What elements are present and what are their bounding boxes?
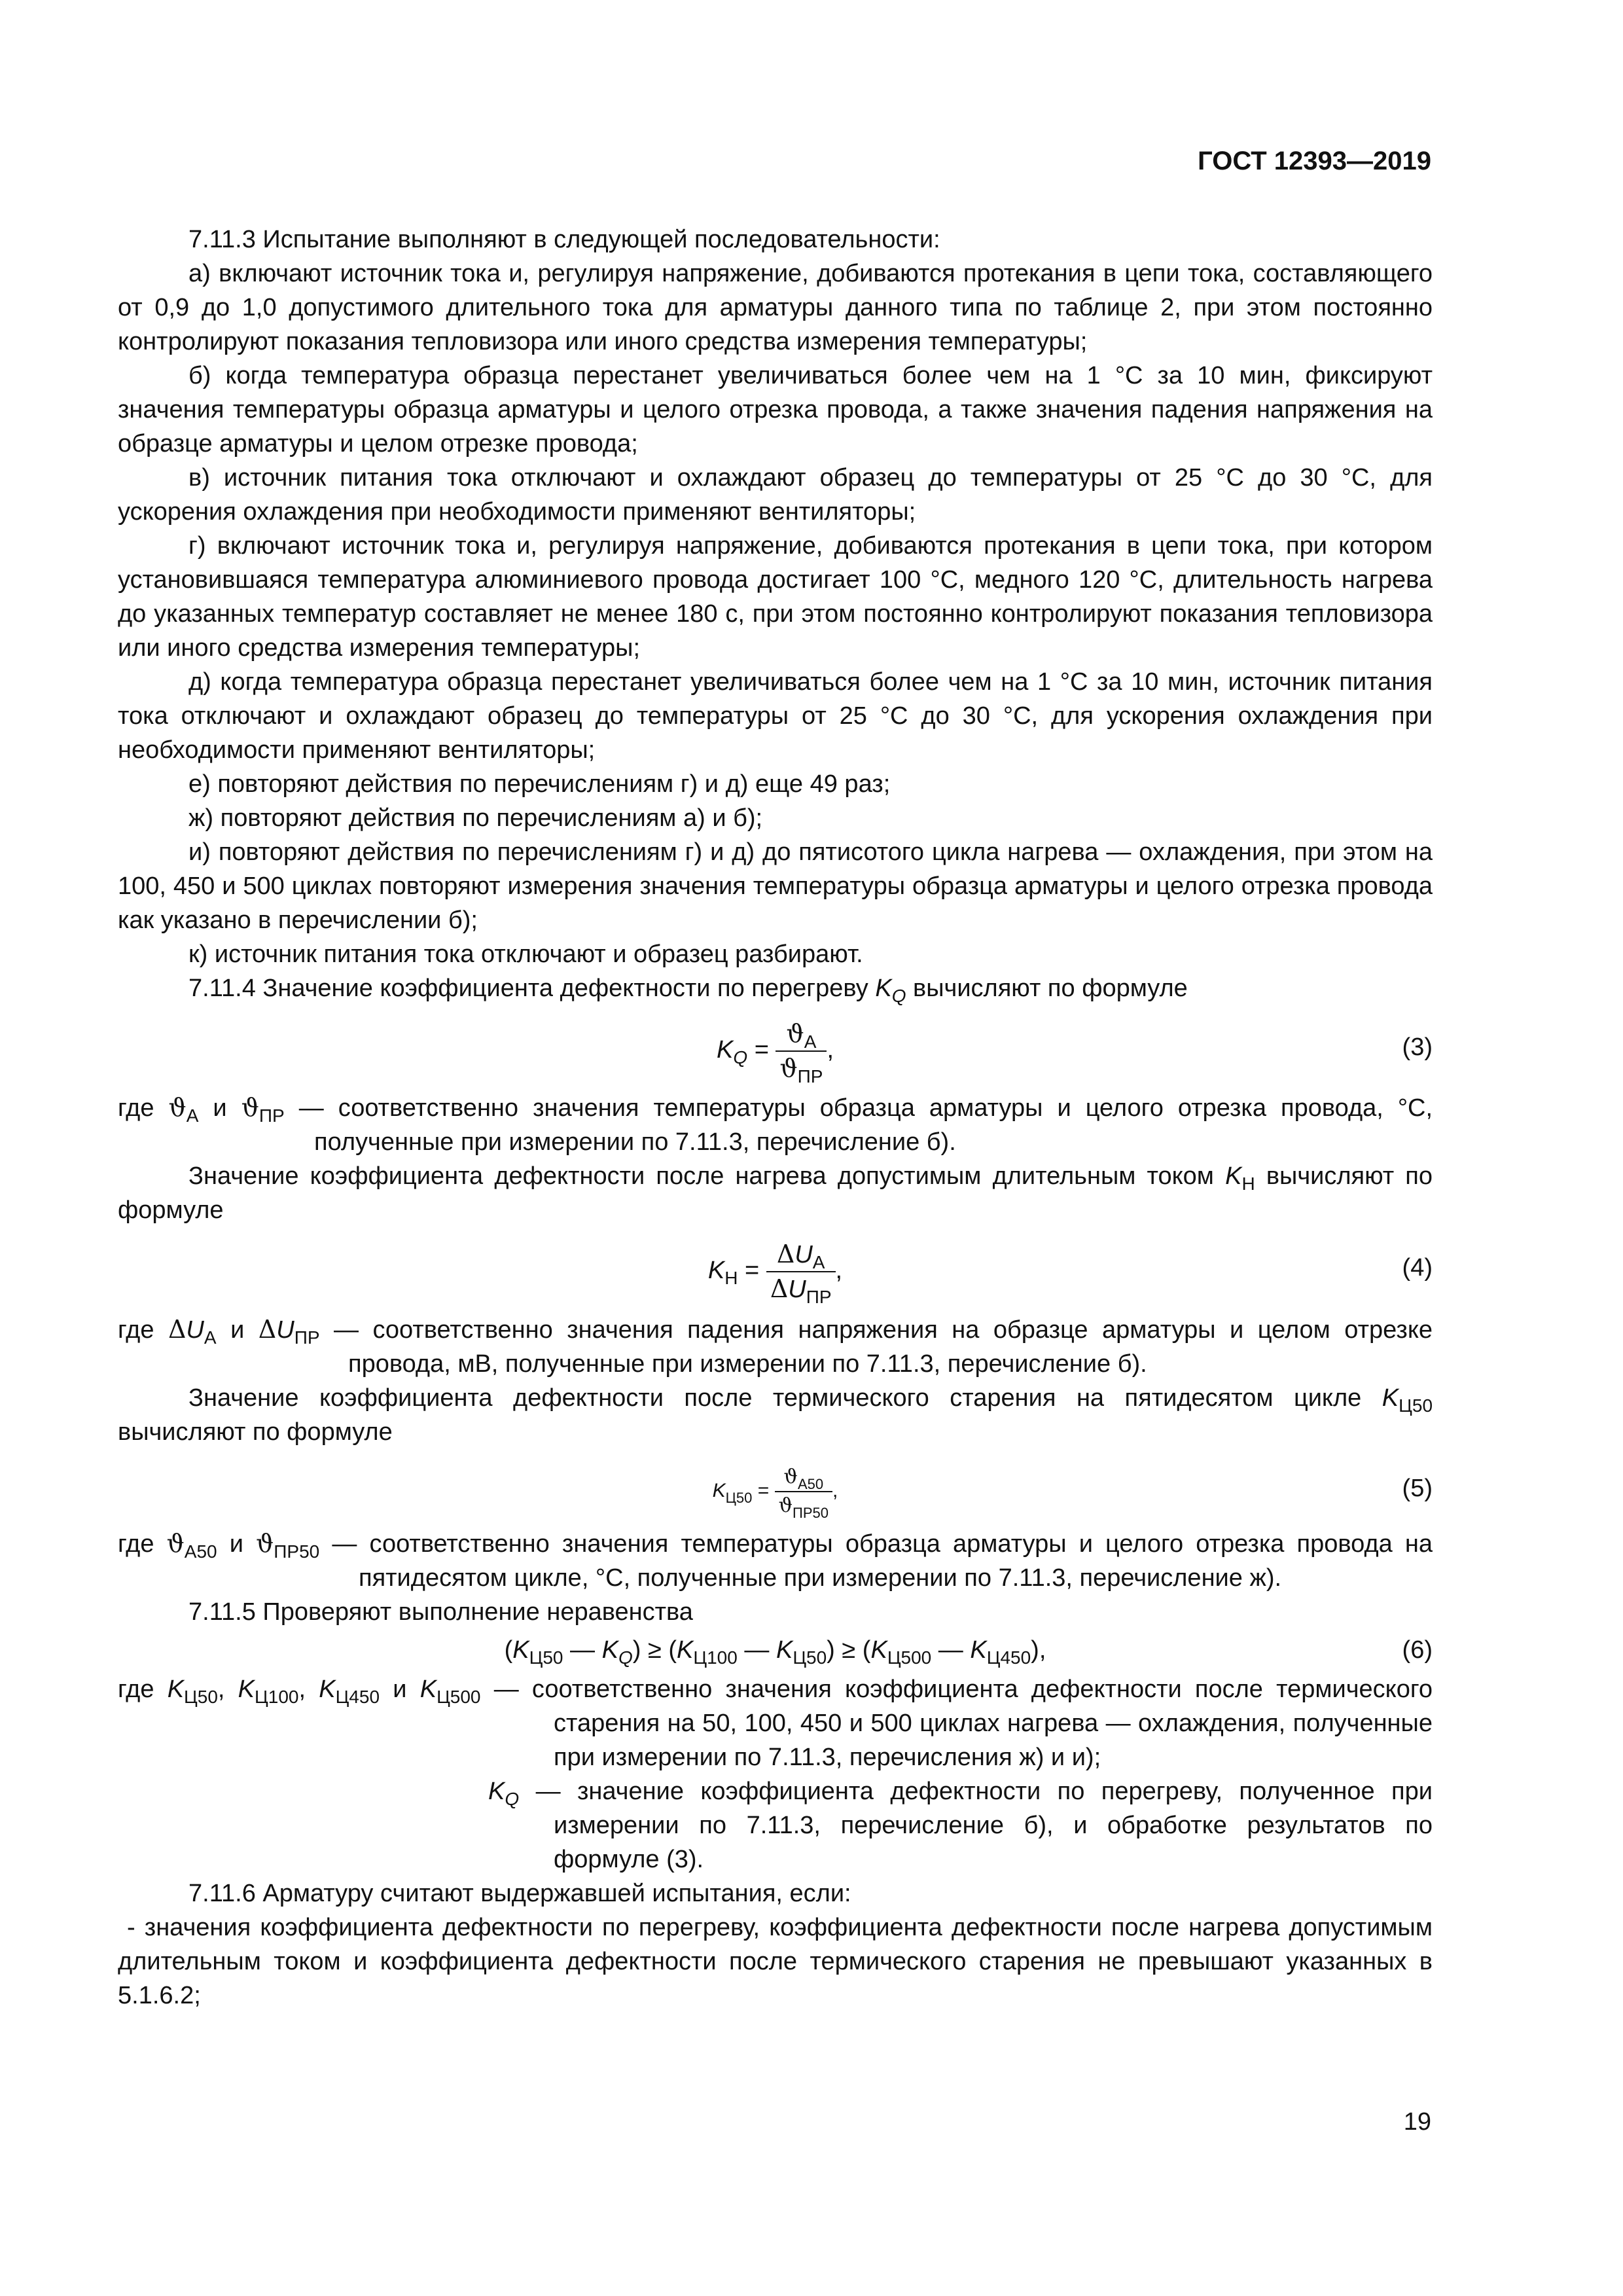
clause-7-11-4: 7.11.4 Значение коэффициента дефектности по перегреву $K_Q$ вычисляют по формуле: [188, 975, 1188, 1006]
list-item-g: г) включают источник тока и, регулируя напряжение, добиваются протекания в цепи тока, при котором установившаяся температура алюминиевого провода достигает 100 °С, медного 120 °С, длительность нагрева до указанных температур составляет не менее 180 с, при этом постоянно контролируют показания тепловизора или иного средства измерения температуры;: [118, 532, 1433, 662]
kn-intro: Значение коэффициента дефектности после нагрева допустимым длительным током $K_Н$ вычисляют по формуле: [118, 1162, 1433, 1224]
where-block-2: где $\Delta U_А$ и $\Delta U_{ПР}$ — соответственно значения падения напряжения на образце арматуры и целом отрезке провода, мВ, полученные при измерении по 7.11.3, перечисление б).: [118, 1315, 1433, 1378]
list-item-e: е) повторяют действия по перечислениям г) и д) еще 49 раз;: [188, 770, 891, 798]
clause-7-11-5: 7.11.5 Проверяют выполнение неравенства: [188, 1598, 693, 1626]
clause-7-11-3: 7.11.3 Испытание выполняют в следующей последовательности:: [188, 226, 940, 253]
equation-number-6: (6): [1402, 1636, 1433, 1664]
list-item-d: д) когда температура образца перестанет увеличиваться более чем на 1 °С за 10 мин, источник питания тока отключают и охлаждают образец до температуры от 25 °С до 30 °С, для ускорения охлаждения при необходимости применяют вентиляторы;: [118, 668, 1433, 764]
formula-5: [118, 1449, 1433, 1526]
formula-3: [118, 1005, 1433, 1090]
list-item-i: и) повторяют действия по перечислениям г) и д) до пятисотого цикла нагрева — охлаждения, при этом на 100, 450 и 500 циклах повторяют измерения значения температуры образца арматуры и целого отрезка провода как указано в перечислении б);: [118, 838, 1433, 934]
standard-header: ГОСТ 12393—2019: [1198, 147, 1431, 175]
list-item-k: к) источник питания тока отключают и образец разбирают.: [188, 941, 863, 968]
list-item-b: б) когда температура образца перестанет увеличиваться более чем на 1 °С за 10 мин, фиксируют значения температуры образца арматуры и целого отрезка провода, а также значения падения напряжения на образце арматуры и целом отрезке провода;: [118, 362, 1433, 457]
where-block-3: где $ϑ_{А50}$ и $ϑ_{ПР50}$ — соответственно значения температуры образца арматуры и целого отрезка провода на пятидесятом цикле, °С, полученные при измерении по 7.11.3, перечисление ж).: [118, 1529, 1433, 1592]
where-block-1: где $ϑ_А$ и $ϑ_{ПР}$ — соответственно значения температуры образца арматуры и целого отрезка провода, °С, полученные при измерении по 7.11.3, перечисление б).: [118, 1093, 1433, 1156]
formula-6: [118, 1629, 1433, 1672]
equation-number-5: (5): [1402, 1475, 1433, 1502]
formula-kn: $K_Н$ = $\frac{\Delta U_А}{\Delta U_{ПР}}$ ,: [707, 1240, 843, 1307]
list-item-v: в) источник питания тока отключают и охлаждают образец до температуры от 25 °С до 30 °С, для ускорения охлаждения при необходимости применяют вентиляторы;: [118, 464, 1433, 526]
formula-kq: $K_Q$ = $\frac{ϑ_А}{ϑ_{ПР}}$ ,: [717, 1019, 834, 1086]
list-item-a: а) включают источник тока и, регулируя напряжение, добиваются протекания в цепи тока, составляющего от 0,9 до 1,0 допустимого длительного тока для арматуры данного типа по таблице 2, при этом постоянно контролируют показания тепловизора или иного средства измерения температуры;: [118, 260, 1433, 355]
equation-number-3: (3): [1402, 1033, 1433, 1061]
body-text: [118, 223, 1433, 2013]
equation-number-4: (4): [1402, 1254, 1433, 1282]
clause-7-11-6: 7.11.6 Арматуру считают выдержавшей испытания, если:: [188, 1880, 851, 1907]
where-block-5: $K_Q$ — значение коэффициента дефектности по перегреву, полученное при измерении по 7.11.3, перечисление б), и обработке результатов по формуле (3).: [488, 1778, 1433, 1873]
formula-kc50: $K_{Ц50}$ = $\frac{ϑ_{А50}}{ϑ_{ПР50}}$ ,: [712, 1465, 838, 1521]
formula-4: [118, 1227, 1433, 1312]
bullet-item-1: - значения коэффициента дефектности по перегреву, коэффициента дефектности после нагрева допустимым длительным током и коэффициента дефектности после термического старения не превышают указанных в 5.1.6.2;: [118, 1914, 1433, 2009]
inequality: ($K_{Ц50}$ — $K_Q) \ge (K_{Ц100}$ — $K_{Ц50}) \ge (K_{Ц500}$ — $K_{Ц450}$),: [504, 1636, 1046, 1668]
kc-intro: Значение коэффициента дефектности после термического старения на пятидесятом цикле $K_{Ц50}$ вычисляют по формуле: [118, 1384, 1433, 1446]
list-item-zh: ж) повторяют действия по перечислениям а) и б);: [188, 804, 763, 832]
page-number: 19: [1403, 2108, 1431, 2136]
where-block-4: где $K_{Ц50}$, $K_{Ц100}$, $K_{Ц450}$ и $K_{Ц500}$ — соответственно значения коэффициента дефектности после термического старения на 50, 100, 450 и 500 циклах нагрева — охлаждения, полученные при измерении по 7.11.3, перечисления ж) и и);: [118, 1676, 1433, 1771]
